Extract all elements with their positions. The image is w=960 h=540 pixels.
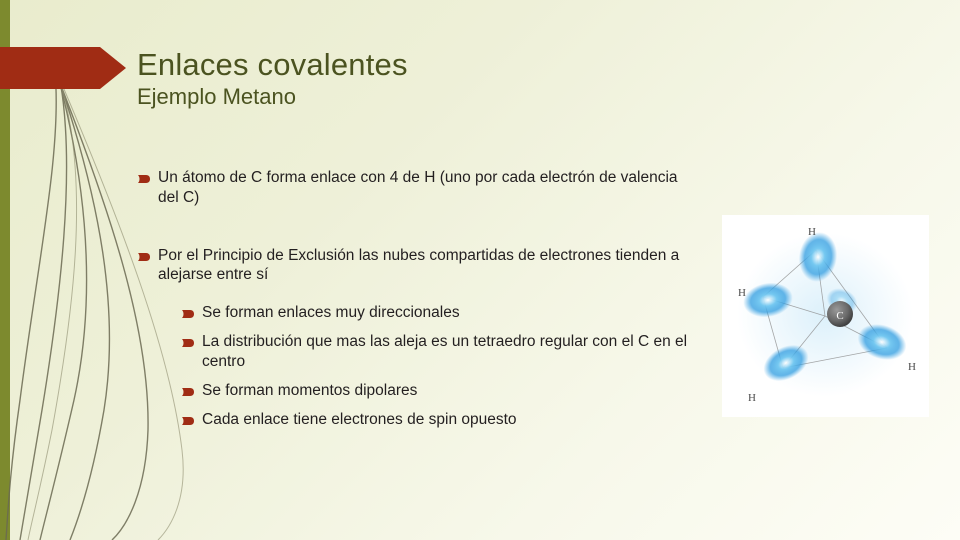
hydrogen-label: H	[808, 226, 816, 238]
list-item	[182, 332, 698, 372]
page-subtitle: Ejemplo Metano	[137, 84, 296, 110]
list-item-text: Un átomo de C forma enlace con 4 de H (uno por cada electrón de valencia del C)	[158, 169, 678, 206]
list-item	[182, 410, 698, 430]
hydrogen-label: H	[748, 392, 756, 404]
bullet-marker-icon	[182, 338, 194, 348]
hydrogen-label: H	[738, 287, 746, 299]
bullet-marker-icon	[182, 387, 194, 397]
list-item	[138, 168, 698, 208]
hydrogen-label: H	[908, 361, 916, 373]
slide-body	[138, 168, 698, 438]
title-block	[137, 48, 757, 110]
carbon-label: C	[836, 310, 844, 322]
methane-molecule-image	[722, 215, 929, 417]
list-item	[182, 303, 698, 323]
bullet-marker-icon	[182, 309, 194, 319]
sub-list	[182, 303, 698, 429]
list-item-text: Se forman enlaces muy direccionales	[202, 304, 460, 322]
list-item	[138, 246, 698, 286]
list-item-text: Cada enlace tiene electrones de spin opuesto	[202, 410, 517, 428]
title-banner-arrow	[0, 47, 126, 89]
page-title: Enlaces covalentes	[137, 47, 408, 82]
list-item-text: Por el Principio de Exclusión las nubes compartidas de electrones tienden a alejarse entre sí	[158, 246, 680, 284]
list-item-text: La distribución que mas las aleja es un tetraedro regular con el C en el centro	[202, 333, 688, 370]
list-item	[182, 381, 698, 401]
list-item-text: Se forman momentos dipolares	[202, 381, 418, 399]
bullet-marker-icon	[138, 252, 150, 262]
bullet-marker-icon	[182, 416, 194, 426]
bullet-marker-icon	[138, 174, 150, 184]
